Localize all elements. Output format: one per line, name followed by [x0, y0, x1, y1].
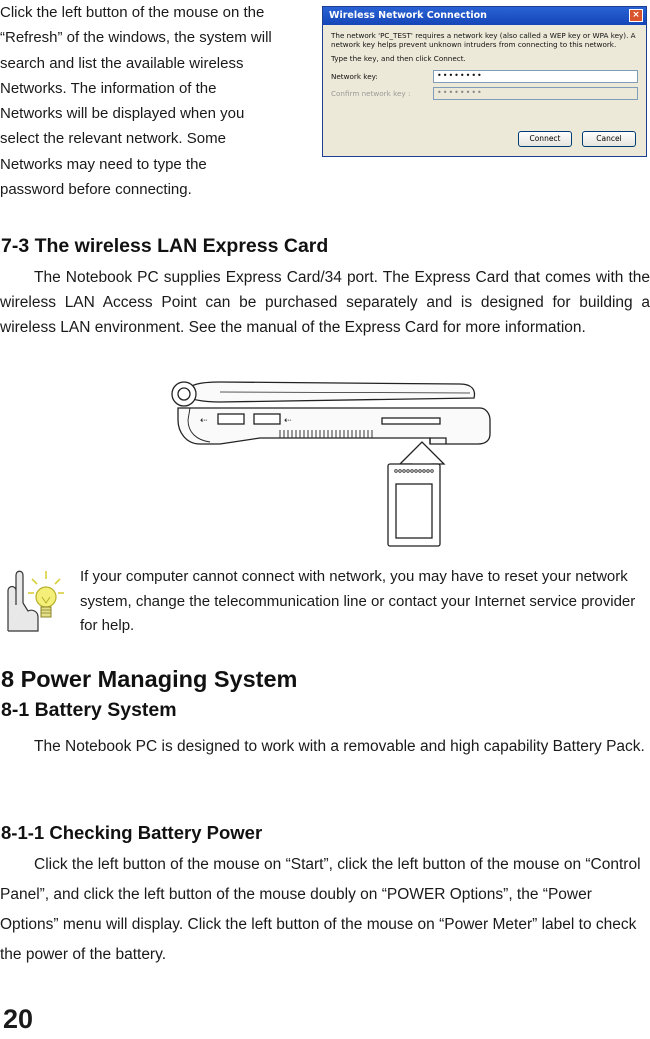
- section-8-1-1-text: Click the left button of the mouse on “Start”, click the left button of the mouse on “Control Panel”, and click the left button of the mouse doubly on “POWER Options”, the “Power Options” menu will display. Click the left button of the mouse on “Power Meter” label to check the power of the battery.: [0, 856, 641, 963]
- confirm-key-label: Confirm network key :: [331, 89, 411, 98]
- network-key-field[interactable]: ••••••••: [433, 70, 638, 83]
- section-7-3-body: [0, 265, 650, 340]
- dialog-title: Wireless Network Connection: [329, 10, 487, 21]
- intro-paragraph: Click the left button of the mouse on the “Refresh” of the windows, the system will search and list the available wireless Networks. The information of the Networks will be displayed when you select the relevant network. Some Networks may need to type the password before connecting.: [0, 4, 272, 199]
- section-8-1-1-heading: 8-1-1 Checking Battery Power: [1, 822, 263, 843]
- svg-text:⇠: ⇠: [200, 416, 208, 426]
- dialog-title-bar: [323, 7, 646, 25]
- section-7-3-text: The Notebook PC supplies Express Card/34 port. The Express Card that comes with the wireless LAN Access Point can be purchased separately and is designed for building a wireless LAN environment. See the manual of the Express Card for more information.: [0, 269, 650, 336]
- confirm-key-field[interactable]: ••••••••: [433, 87, 638, 100]
- page-number: 20: [3, 1004, 34, 1034]
- network-key-label: Network key:: [331, 72, 378, 81]
- section-8-1-body: [0, 732, 650, 762]
- section-8-1-1-body: [0, 850, 650, 970]
- close-icon[interactable]: ×: [629, 9, 643, 22]
- section-7-3-heading: 7-3 The wireless LAN Express Card: [1, 235, 329, 257]
- wireless-connection-dialog: [322, 6, 647, 157]
- section-8-heading: 8 Power Managing System: [1, 666, 298, 692]
- note-text: If your computer cannot connect with network, you may have to reset your network system, change the telecommunication line or contact your Internet service provider for help.: [80, 568, 636, 634]
- dialog-message: The network 'PC_TEST' requires a network key (also called a WEP key or WPA key). A network key helps prevent unknown intruders from connecting to this network.: [331, 31, 636, 49]
- cancel-button[interactable]: Cancel: [582, 131, 636, 147]
- section-8-1-text: The Notebook PC is designed to work with a removable and high capability Battery Pack.: [34, 738, 645, 755]
- svg-text:⇠: ⇠: [284, 416, 292, 426]
- connect-button[interactable]: Connect: [518, 131, 572, 147]
- section-8-1-heading: 8-1 Battery System: [1, 699, 177, 721]
- note-hand-lightbulb-icon: [2, 565, 76, 637]
- laptop-express-card-illustration: [160, 372, 500, 552]
- dialog-instruction: Type the key, and then click Connect.: [331, 54, 466, 63]
